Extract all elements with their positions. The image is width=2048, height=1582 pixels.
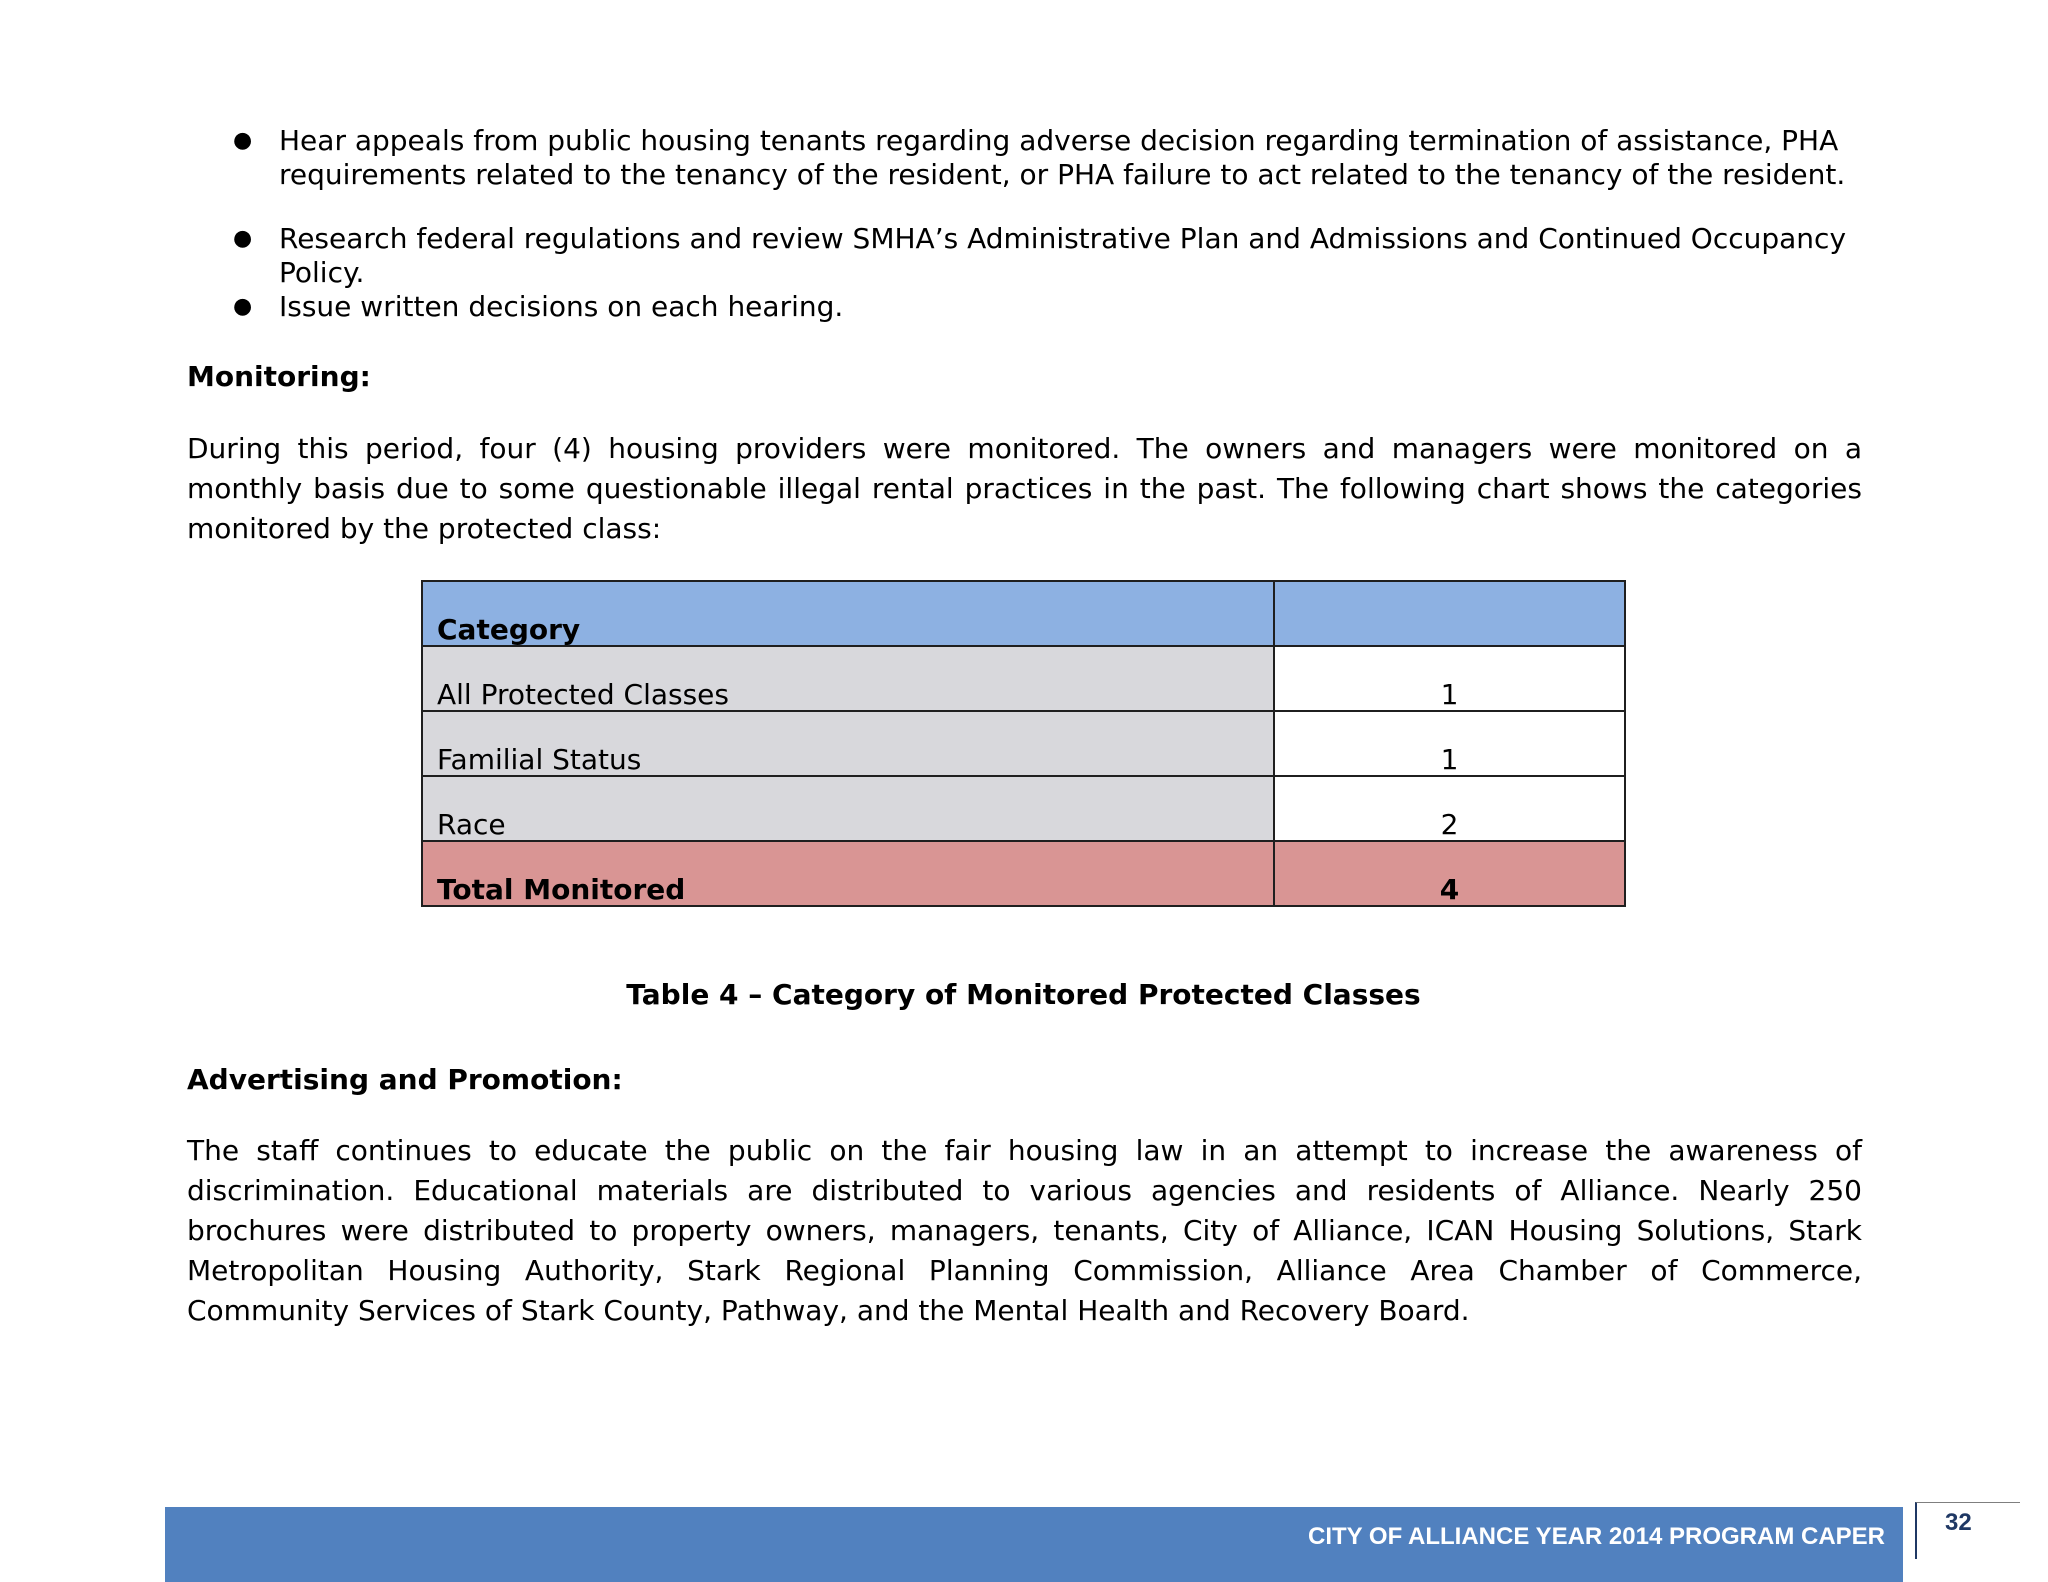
table-caption: Table 4 – Category of Monitored Protected Classes — [626, 978, 1421, 1011]
bullet-icon: ● — [233, 294, 253, 319]
value-header — [1274, 581, 1625, 646]
bullet-icon: ● — [233, 226, 253, 251]
monitored-classes-table — [421, 580, 1626, 907]
advertising-heading: Advertising and Promotion: — [187, 1063, 623, 1096]
bullet-text: Hear appeals from public housing tenants regarding adverse decision regarding termination of assistance, PHA requirements related to the tenancy of the resident, or PHA failure to act related to the tenancy of the resident. — [279, 124, 1846, 191]
bullet-list — [230, 124, 1862, 324]
page-number-box — [1915, 1502, 2020, 1559]
table-row — [422, 711, 1625, 776]
category-cell: Familial Status — [422, 711, 1274, 776]
bullet-icon: ● — [233, 128, 253, 153]
advertising-paragraph: The staff continues to educate the public on the fair housing law in an attempt to increase the awareness of discrimination. Educational materials are distributed to various agencies and residents of Alliance. Nearly 250 brochures were distributed to property owners, managers, tenants, City of Alliance, ICAN Housing Solutions, Stark Metropolitan Housing Authority, Stark Regional Planning Commission, Alliance Area Chamber of Commerce, Community Services of Stark County, Pathway, and the Mental Health and Recovery Board. — [187, 1134, 1862, 1327]
bullet-text: Issue written decisions on each hearing. — [279, 290, 844, 323]
value-cell: 1 — [1274, 711, 1625, 776]
list-item — [230, 124, 1862, 192]
table-total-row — [422, 841, 1625, 906]
table-header-row — [422, 581, 1625, 646]
list-item — [230, 222, 1862, 290]
category-cell: All Protected Classes — [422, 646, 1274, 711]
footer-bar — [165, 1507, 1903, 1582]
footer-title: CITY OF ALLIANCE YEAR 2014 PROGRAM CAPER — [1308, 1523, 1885, 1550]
total-value-cell: 4 — [1274, 841, 1625, 906]
bullet-text: Research federal regulations and review SMHA’s Administrative Plan and Admissions and Continued Occupancy Policy. — [279, 222, 1847, 289]
monitoring-paragraph: During this period, four (4) housing providers were monitored. The owners and managers were monitored on a monthly basis due to some questionable illegal rental practices in the past. The following chart shows the categories monitored by the protected class: — [187, 432, 1862, 545]
category-header: Category — [422, 581, 1274, 646]
category-cell: Race — [422, 776, 1274, 841]
page-number: 32 — [1945, 1509, 1972, 1536]
total-label-cell: Total Monitored — [422, 841, 1274, 906]
table-row — [422, 776, 1625, 841]
value-cell: 2 — [1274, 776, 1625, 841]
value-cell: 1 — [1274, 646, 1625, 711]
monitoring-heading: Monitoring: — [187, 360, 371, 393]
list-item — [230, 290, 1862, 324]
table-row — [422, 646, 1625, 711]
